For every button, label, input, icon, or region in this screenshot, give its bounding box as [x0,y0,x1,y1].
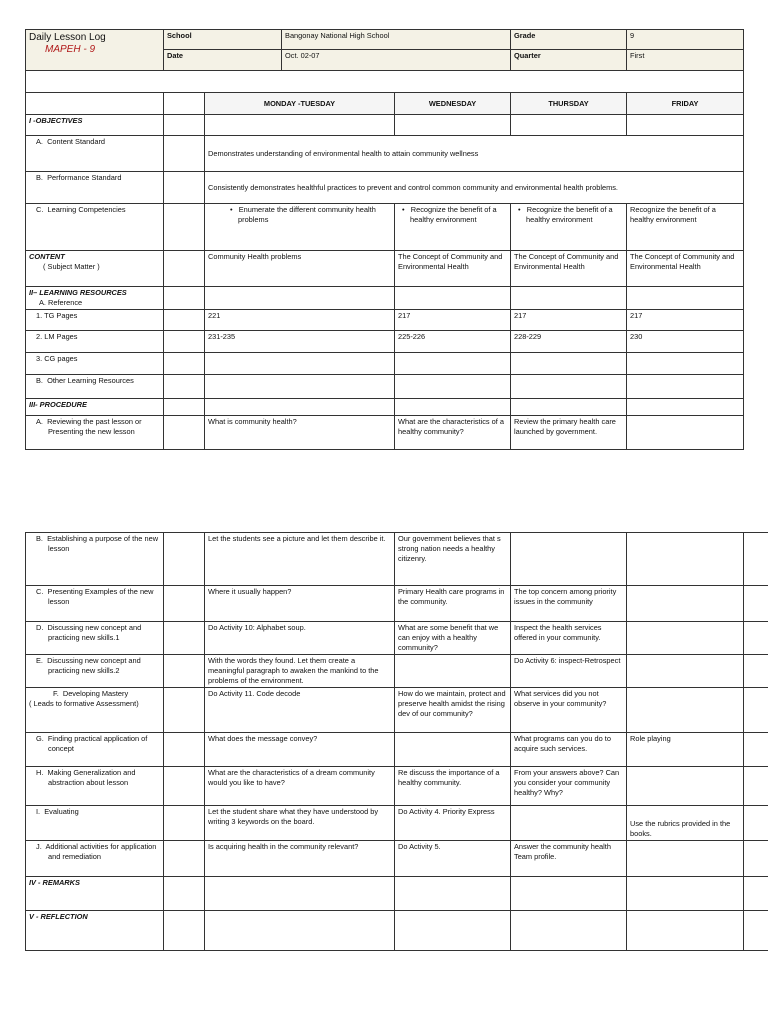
procedure-b-mon: Let the students see a picture and let them describe it. [205,533,395,586]
empty-cell [164,310,205,331]
item-letter: J. [36,842,42,851]
empty-cell [627,877,744,911]
empty-cell [744,533,768,586]
procedure-f-sublabel: ( Leads to formative Assessment) [29,699,139,708]
item-label: Developing Mastery [62,689,129,698]
lesson-log-table-page1 [25,29,744,450]
item-label: Other Learning Resources [47,376,134,385]
empty-cell [744,688,768,733]
empty-cell [511,353,627,375]
empty-cell [627,688,744,733]
item-label: Discussing new concept and practicing new skills.2 [47,656,141,675]
empty-cell [26,93,164,115]
tg-pages-label: 1. TG Pages [26,310,164,331]
competency-fri: Recognize the benefit of a healthy environment [627,204,744,251]
tg-pages-fri: 217 [627,310,744,331]
empty-cell [627,655,744,688]
empty-cell [164,115,205,136]
empty-cell [164,877,205,911]
empty-cell [164,622,205,655]
empty-cell [511,399,627,416]
empty-cell [627,767,744,806]
empty-cell [511,115,627,136]
empty-cell [205,911,395,951]
item-letter: B. [36,376,43,385]
item-label: Making Generalization and abstraction about lesson [47,768,136,787]
performance-standard-value: Consistently demonstrates healthful practices to prevent and control common community and environmental health problems. [205,172,744,204]
content-fri: The Concept of Community and Environmental Health [627,251,744,287]
procedure-f-label [26,688,164,733]
lm-pages-wed: 225-226 [395,331,511,353]
item-label: Performance Standard [47,173,122,182]
procedure-j-thu: Answer the community health Team profile. [511,841,627,877]
empty-cell [164,767,205,806]
bullet-text: Recognize the benefit of a healthy environment [410,205,497,224]
empty-cell [627,353,744,375]
empty-cell [744,586,768,622]
procedure-c-thu: The top concern among priority issues in the community [511,586,627,622]
empty-cell [164,733,205,767]
day-header-wed: WEDNESDAY [395,93,511,115]
bullet-text: Enumerate the different community health problems [238,205,376,224]
procedure-g-fri: Role playing [627,733,744,767]
item-label: Reviewing the past lesson or Presenting the new lesson [47,417,142,436]
procedure-i-fri: Use the rubrics provided in the books. [627,806,744,841]
empty-cell [395,375,511,399]
empty-cell [164,251,205,287]
content-label-cell [26,251,164,287]
log-title-cell [26,30,164,71]
empty-cell [627,586,744,622]
empty-cell [164,204,205,251]
item-letter: B. [36,173,43,182]
content-standard-label [26,136,164,172]
reflection-label: V - REFLECTION [26,911,164,951]
procedure-h-mon: What are the characteristics of a dream community would you like to have? [205,767,395,806]
bullet-item: • Enumerate the different community health problems [230,205,376,224]
lesson-log-table-page2 [25,532,768,951]
empty-cell [395,877,511,911]
empty-cell [511,911,627,951]
item-letter: A. [36,417,43,426]
item-letter: C. [36,587,44,596]
procedure-c-label [26,586,164,622]
empty-cell [627,375,744,399]
empty-cell [744,841,768,877]
procedure-a-thu: Review the primary health care launched by government. [511,416,627,450]
empty-cell [164,172,205,204]
empty-cell [164,399,205,416]
empty-cell [627,287,744,310]
bullet-item: • Recognize the benefit of a healthy environment [402,205,497,224]
procedure-c-mon: Where it usually happen? [205,586,395,622]
procedure-a-mon: What is community health? [205,416,395,450]
procedure-g-label [26,733,164,767]
procedure-d-mon: Do Activity 10: Alphabet soup. [205,622,395,655]
item-letter: C. [36,205,44,214]
empty-cell [164,586,205,622]
procedure-d-thu: Inspect the health services offered in your community. [511,622,627,655]
empty-cell [395,115,511,136]
procedure-h-label [26,767,164,806]
empty-cell [164,655,205,688]
competency-thu [511,204,627,251]
item-label: Evaluating [44,807,79,816]
content-sublabel: ( Subject Matter ) [43,262,100,271]
procedure-label: III- PROCEDURE [26,399,164,416]
procedure-h-wed: Re discuss the importance of a healthy community. [395,767,511,806]
bullet-text: Recognize the benefit of a healthy environment [526,205,613,224]
empty-cell [395,399,511,416]
empty-cell [164,93,205,115]
lm-pages-mon: 231-235 [205,331,395,353]
empty-cell [395,353,511,375]
empty-cell [744,877,768,911]
competency-mon [205,204,395,251]
lm-pages-fri: 230 [627,331,744,353]
item-letter: G. [36,734,44,743]
empty-cell [205,115,395,136]
procedure-d-wed: What are some benefit that we can enjoy with a healthy community? [395,622,511,655]
log-title: Daily Lesson Log [29,32,106,43]
empty-cell [627,399,744,416]
tg-pages-thu: 217 [511,310,627,331]
resources-label-cell [26,287,164,310]
empty-cell [164,136,205,172]
day-header-thu: THURSDAY [511,93,627,115]
reference-label: A. Reference [39,298,83,307]
empty-cell [511,287,627,310]
empty-cell [164,416,205,450]
procedure-i-mon: Let the student share what they have understood by writing 3 keywords on the board. [205,806,395,841]
empty-cell [511,533,627,586]
item-letter: I. [36,807,41,816]
quarter-label: Quarter [511,50,627,71]
procedure-j-label [26,841,164,877]
tg-pages-mon: 221 [205,310,395,331]
procedure-f-thu: What services did you not observe in your community? [511,688,627,733]
item-letter: H. [36,768,44,777]
empty-cell [627,416,744,450]
item-label: Presenting Examples of the new lesson [47,587,154,606]
procedure-g-thu: What programs can you do to acquire such services. [511,733,627,767]
grade-label: Grade [511,30,627,50]
content-label: CONTENT [29,252,65,261]
item-label: Finding practical application of concept [47,734,148,753]
empty-cell [744,767,768,806]
empty-cell [511,375,627,399]
resources-label: II– LEARNING RESOURCES [29,288,127,297]
tg-pages-wed: 217 [395,310,511,331]
empty-cell [627,911,744,951]
empty-cell [164,353,205,375]
content-wed: The Concept of Community and Environmental Health [395,251,511,287]
empty-cell [395,655,511,688]
procedure-b-wed: Our government believes that s strong nation needs a healthy citizenry. [395,533,511,586]
empty-cell [627,622,744,655]
item-letter: B. [36,534,43,543]
procedure-c-wed: Primary Health care programs in the community. [395,586,511,622]
grade-value: 9 [627,30,744,50]
procedure-f-title [29,689,160,699]
item-label: Additional activities for application and remediation [45,842,157,861]
item-letter: A. [36,137,43,146]
log-subject: MAPEH - 9 [45,44,96,55]
procedure-a-label [26,416,164,450]
other-resources-label [26,375,164,399]
empty-cell [744,622,768,655]
bullet-item: • Recognize the benefit of a healthy environment [518,205,613,224]
empty-cell [395,287,511,310]
procedure-f-mon: Do Activity 11. Code decode [205,688,395,733]
empty-cell [395,911,511,951]
item-label: Establishing a purpose of the new lesson [47,534,159,553]
empty-cell [205,877,395,911]
quarter-value: First [627,50,744,71]
empty-cell [744,911,768,951]
procedure-h-thu: From your answers above? Can you consider your community healthy? Why? [511,767,627,806]
day-header-mon-tue: MONDAY -TUESDAY [205,93,395,115]
empty-cell [511,877,627,911]
item-label: Content Standard [47,137,106,146]
procedure-f-wed: How do we maintain, protect and preserve health amidst the rising dev of our community? [395,688,511,733]
procedure-j-wed: Do Activity 5. [395,841,511,877]
school-label: School [164,30,282,50]
empty-cell [164,688,205,733]
empty-cell [744,806,768,841]
empty-cell [164,287,205,310]
empty-cell [164,331,205,353]
empty-cell [395,733,511,767]
lm-pages-thu: 228-229 [511,331,627,353]
empty-cell [164,806,205,841]
content-standard-value: Demonstrates understanding of environmental health to attain community wellness [205,136,744,172]
objectives-label: I -OBJECTIVES [26,115,164,136]
day-header-fri: FRIDAY [627,93,744,115]
procedure-e-label [26,655,164,688]
lm-pages-label: 2. LM Pages [26,331,164,353]
empty-cell [164,375,205,399]
procedure-g-mon: What does the message convey? [205,733,395,767]
remarks-label: IV - REMARKS [26,877,164,911]
empty-cell [164,911,205,951]
procedure-i-label [26,806,164,841]
empty-cell [744,733,768,767]
date-value: Oct. 02-07 [282,50,511,71]
item-letter: D. [36,623,44,632]
procedure-i-wed: Do Activity 4. Priority Express [395,806,511,841]
empty-cell [205,399,395,416]
empty-cell [744,655,768,688]
empty-cell [205,287,395,310]
item-letter: F. [53,689,59,698]
performance-standard-label [26,172,164,204]
empty-cell [511,806,627,841]
procedure-e-mon: With the words they found. Let them create a meaningful paragraph to awaken the mankind to the problems of the environment. [205,655,395,688]
item-label: Learning Competencies [47,205,126,214]
empty-cell [205,353,395,375]
school-value: Bangonay National High School [282,30,511,50]
empty-cell [627,841,744,877]
empty-cell [627,533,744,586]
empty-cell [164,841,205,877]
cg-pages-label: 3. CG pages [26,353,164,375]
date-label: Date [164,50,282,71]
competencies-label [26,204,164,251]
content-mon: Community Health problems [205,251,395,287]
content-thu: The Concept of Community and Environmental Health [511,251,627,287]
item-label: Discussing new concept and practicing new skills.1 [47,623,142,642]
item-letter: E. [36,656,43,665]
competency-wed [395,204,511,251]
empty-cell [205,375,395,399]
empty-cell [627,115,744,136]
spacer-row [26,71,744,93]
procedure-d-label [26,622,164,655]
procedure-a-wed: What are the characteristics of a healthy community? [395,416,511,450]
empty-cell [164,533,205,586]
procedure-e-thu: Do Activity 6: inspect-Retrospect [511,655,627,688]
procedure-b-label [26,533,164,586]
procedure-j-mon: Is acquiring health in the community relevant? [205,841,395,877]
